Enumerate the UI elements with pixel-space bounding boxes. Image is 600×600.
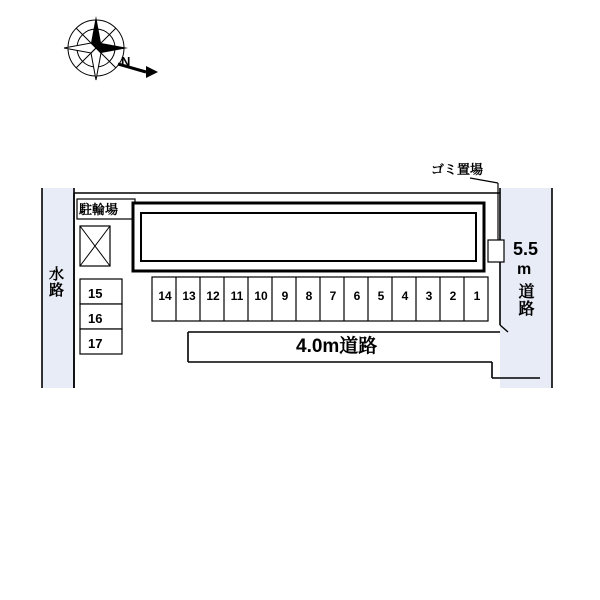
side-road-width-label: 5.5 — [513, 239, 539, 259]
stall-number: 7 — [329, 289, 337, 303]
stall-number: 10 — [254, 289, 268, 303]
svg-text:N: N — [121, 54, 131, 69]
stall-number: 3 — [425, 289, 433, 303]
trash-area-label: ゴミ置場 — [431, 162, 484, 177]
stall-number: 4 — [401, 289, 409, 303]
waterway-label: 水路 — [47, 266, 64, 298]
stall-number: 6 — [353, 289, 361, 303]
stall-number: 5 — [377, 289, 385, 303]
apartment-building — [133, 203, 484, 271]
stall-number: 1 — [473, 289, 481, 303]
side-stall-number: 16 — [88, 311, 103, 326]
stall-number: 13 — [182, 289, 196, 303]
stall-number: 11 — [230, 289, 244, 303]
bicycle-parking-label: 駐輪場 — [79, 202, 119, 217]
stall-number: 12 — [206, 289, 220, 303]
side-road-unit-label: m — [517, 261, 532, 278]
stall-number: 9 — [281, 289, 289, 303]
stall-number: 2 — [449, 289, 457, 303]
side-road-name-label: 道路 — [516, 283, 533, 317]
side-stall-number: 15 — [88, 286, 103, 301]
stall-number: 8 — [305, 289, 313, 303]
side-stall-number: 17 — [88, 336, 103, 351]
front-road-label: 4.0m道路 — [296, 336, 378, 357]
stall-number: 14 — [158, 289, 172, 303]
